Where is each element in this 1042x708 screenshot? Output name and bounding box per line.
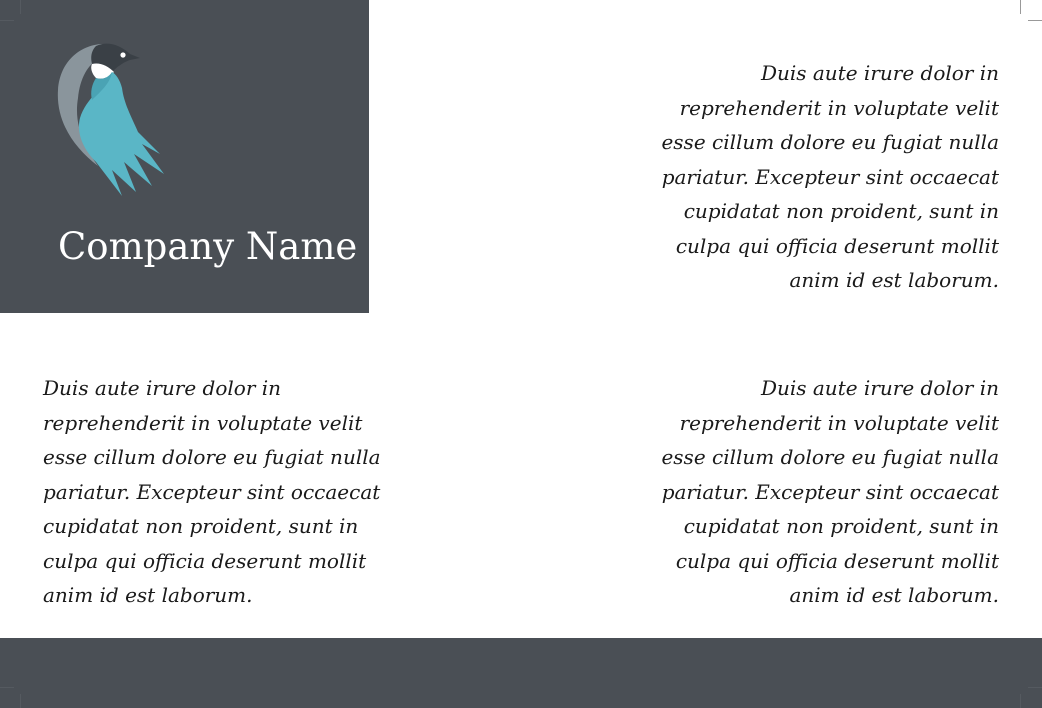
text-line: reprehenderit in voluptate velit: [679, 95, 999, 120]
text-block-bottom-left: [43, 371, 381, 613]
text-line: Duis aute irure dolor in: [760, 376, 999, 400]
text-line: anim id est laborum.: [789, 268, 999, 292]
text-line: anim id est laborum.: [789, 583, 999, 607]
text-line: esse cillum dolore eu fugiat nulla: [43, 445, 381, 469]
crop-mark: [20, 0, 21, 14]
text-line: cupidatat non proident, sunt in: [683, 199, 999, 223]
text-line: esse cillum dolore eu fugiat nulla: [661, 130, 999, 154]
text-line: cupidatat non proident, sunt in: [43, 514, 359, 538]
text-line: culpa qui officia deserunt mollit: [43, 548, 367, 573]
text-block-top-right: [661, 56, 999, 298]
footer-band: [0, 638, 1042, 708]
crop-mark: [0, 687, 14, 688]
company-name: Company Name: [58, 225, 358, 268]
brand-panel: [0, 0, 369, 313]
text-line: cupidatat non proident, sunt in: [683, 514, 999, 538]
text-line: anim id est laborum.: [43, 583, 253, 607]
text-line: culpa qui officia deserunt mollit: [675, 233, 999, 258]
crop-mark: [1028, 20, 1042, 21]
text-line: culpa qui officia deserunt mollit: [675, 548, 999, 573]
crop-mark: [0, 20, 14, 21]
text-line: Duis aute irure dolor in: [760, 61, 999, 85]
text-line: reprehenderit in voluptate velit: [43, 410, 363, 435]
bird-logo-icon: [52, 38, 172, 200]
crop-mark: [1020, 694, 1021, 708]
text-line: esse cillum dolore eu fugiat nulla: [661, 445, 999, 469]
crop-mark: [1020, 0, 1021, 14]
text-line: pariatur. Excepteur sint occaecat: [661, 479, 999, 504]
text-block-bottom-right: [661, 371, 999, 613]
crop-mark: [20, 694, 21, 708]
text-line: reprehenderit in voluptate velit: [679, 410, 999, 435]
crop-mark: [1028, 687, 1042, 688]
text-line: Duis aute irure dolor in: [43, 376, 282, 400]
text-line: pariatur. Excepteur sint occaecat: [43, 479, 381, 504]
text-line: pariatur. Excepteur sint occaecat: [661, 164, 999, 189]
